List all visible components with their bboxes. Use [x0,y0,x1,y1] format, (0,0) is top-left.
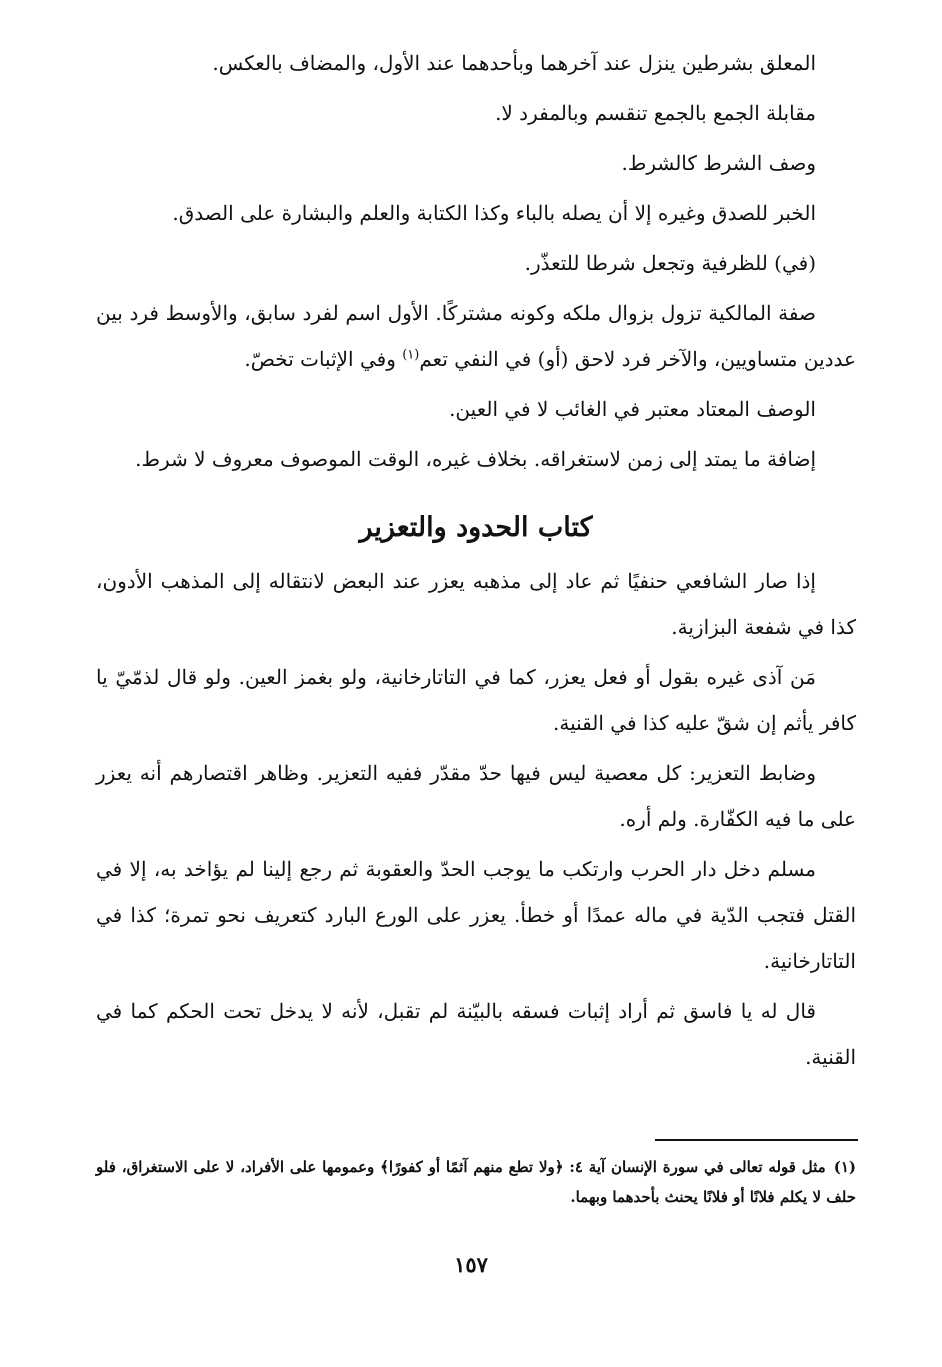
paragraph-ya-fasiq: قال له يا فاسق ثم أراد إثبات فسقه بالبيّنة لم تقبل، لأنه لا يدخل تحت الحكم كما في القنية. [96,999,856,1069]
paragraph-wasf-al-shart: وصف الشرط كالشرط. [621,151,816,175]
page-number: ١٥٧ [454,1252,488,1277]
paragraph-al-khabar: الخبر للصدق وغيره إلا أن يصله بالباء وكذا الكتابة والعلم والبشارة على الصدق. [172,201,816,225]
footnotes [96,1152,856,1212]
paragraph-malikiya-text: صفة المالكية تزول بزوال ملكه وكونه مشتركًا. الأول اسم لفرد سابق، والأوسط فرد بين عددين متساويين، والآخر فرد لاحق (أو) في النفي تعم [96,301,856,371]
paragraph-muallaq: المعلق بشرطين ينزل عند آخرهما وبأحدهما عند الأول، والمضاف بالعكس. [212,51,816,75]
footnote-number: (١) [833,1158,856,1176]
footnote-reference-marker: (١) [402,347,420,363]
paragraph-dabit-al-tazir: وضابط التعزير: كل معصية ليس فيها حدّ مقدّر ففيه التعزير. وظاهر اقتصارهم أنه يعزر على ما فيه الكفّارة. ولم أره. [96,761,856,831]
page-body [96,40,856,1084]
paragraph-man-adha: مَن آذى غيره بقول أو فعل يعزر، كما في التاتارخانية، ولو بغمز العين. ولو قال لذمّيّ يا كافر يأثم إن شقّ عليه كذا في القنية. [96,665,856,735]
footnote-1 [96,1152,856,1212]
paragraph-fi-zarfiya: (في) للظرفية وتجعل شرطا للتعذّر. [524,251,816,275]
paragraph-muqabalat-al-jam: مقابلة الجمع بالجمع تنقسم وبالمفرد لا. [495,101,816,125]
paragraph-dar-al-harb: مسلم دخل دار الحرب وارتكب ما يوجب الحدّ والعقوبة ثم رجع إلينا لم يؤاخد به، إلا في القتل فتجب الدّية في ماله عمدًا أو خطأ. يعزر على الورع البارد كتعريف نحو تمرة؛ كذا في التاتارخانية. [96,857,856,973]
paragraph-wasf-al-mutad: الوصف المعتاد معتبر في الغائب لا في العين. [449,397,816,421]
paragraph-malikiya [96,290,856,382]
footnote-divider [655,1139,858,1141]
section-heading: كتاب الحدود والتعزير [359,512,593,543]
paragraph-malikiya-text-end: وفي الإثبات تخصّ. [244,347,403,371]
paragraph-idafat-ma-yamtadd: إضافة ما يمتد إلى زمن لاستغراقه. بخلاف غيره، الوقت الموصوف معروف لا شرط. [135,447,816,471]
paragraph-shafii-hanafi: إذا صار الشافعي حنفيًا ثم عاد إلى مذهبه يعزر عند البعض لانتقاله إلى المذهب الأدون، كذا في شفعة البزازية. [96,569,856,639]
footnote-text: مثل قوله تعالى في سورة الإنسان آية ٤: ﴿ولا تطع منهم آثمًا أو كفورًا﴾ وعمومها على الأفراد، لا على الاستغراق، فلو حلف لا يكلم فلانًا أو فلانًا يحنث بأحدهما وبهما. [96,1158,856,1206]
